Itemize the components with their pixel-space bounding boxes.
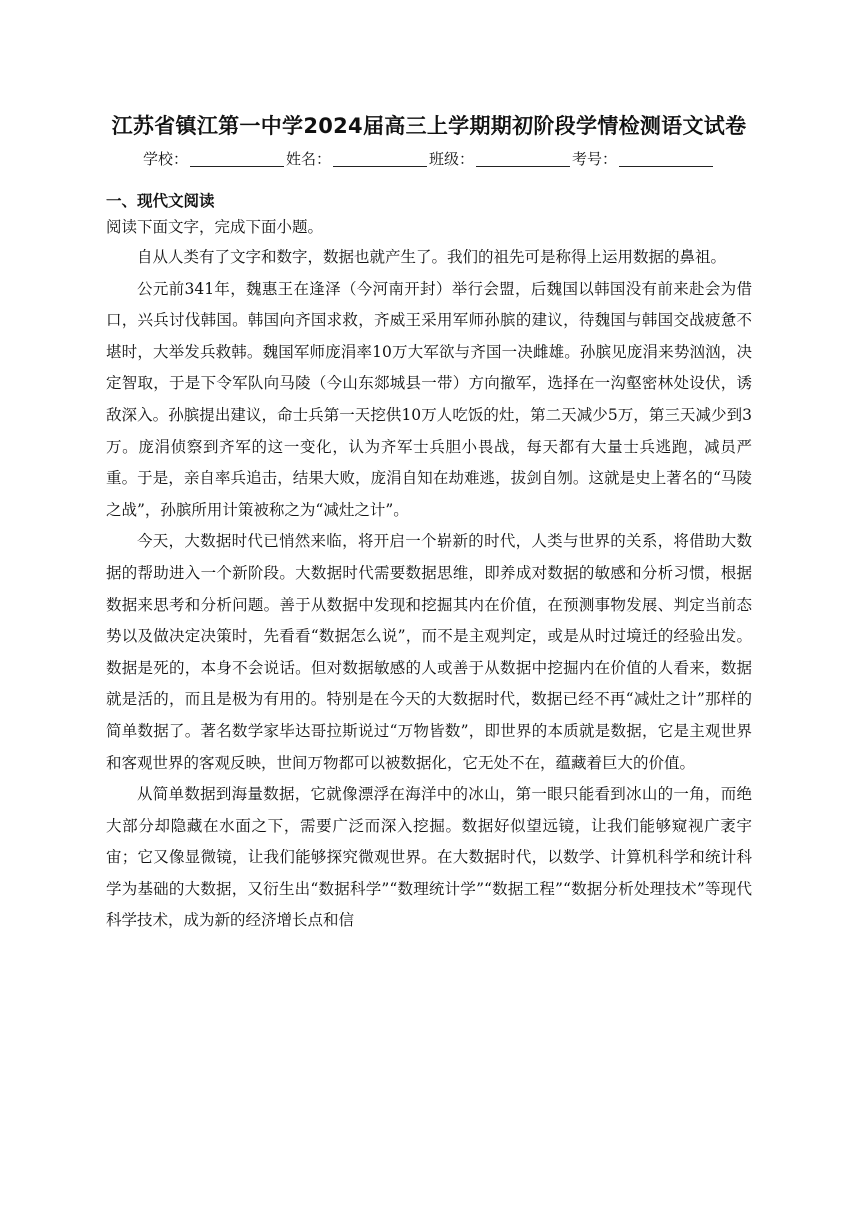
school-blank[interactable] — [190, 152, 284, 167]
paragraph: 从简单数据到海量数据，它就像漂浮在海洋中的冰山，第一眼只能看到冰山的一角，而绝大部分却隐藏在水面之下，需要广泛而深入挖掘。数据好似望远镜，让我们能够窥视广袤宇宙；它又像显微镜，让我们能够探究微观世界。在大数据时代，以数学、计算机科学和统计科学为基础的大数据，又衍生出“数据科学”“数理统计学”“数据工程”“数据分析处理技术”等现代科学技术，成为新的经济增长点和信 — [106, 785, 752, 930]
exam-number-label: 考号： — [572, 150, 618, 168]
school-field — [143, 148, 286, 169]
paragraph: 公元前341年，魏惠王在逢泽（今河南开封）举行会盟，后魏国以韩国没有前来赴会为借口，兴兵讨伐韩国。韩国向齐国求救，齐威王采用军师孙膑的建议，待魏国与韩国交战疲惫不堪时，大举发兵救韩。魏国军师庞涓率10万大军欲与齐国一决雌雄。孙膑见庞涓来势汹汹，决定智取，于是下令军队向马陵（今山东郯城县一带）方向撤军，选择在一沟壑密林处设伏，诱敌深入。孙膑提出建议，命士兵第一天挖供10万人吃饭的灶，第二天减少5万，第三天减少到3万。庞涓侦察到齐军的这一变化，认为齐军士兵胆小畏战，每天都有大量士兵逃跑，减员严重。于是，亲自率兵追击，结果大败，庞涓自知在劫难逃，拔剑自刎。这就是史上著名的“马陵之战”，孙膑所用计策被称之为“减灶之计”。 — [106, 279, 752, 519]
exam-number-field — [572, 148, 715, 169]
section-instruction: 阅读下面文字，完成下面小题。 — [106, 218, 324, 236]
school-label: 学校： — [142, 150, 188, 168]
class-label: 班级： — [429, 150, 475, 168]
name-field — [286, 148, 429, 169]
paragraph: 今天，大数据时代已悄然来临，将开启一个崭新的时代，人类与世界的关系，将借助大数据的帮助进入一个新阶段。大数据时代需要数据思维，即养成对数据的敏感和分析习惯，根据数据来思考和分析问题。善于从数据中发现和挖掘其内在价值，在预测事物发展、判定当前态势以及做决定决策时，先看看“数据怎么说”，而不是主观判定，或是从时过境迁的经验出发。数据是死的，本身不会说话。但对数据敏感的人或善于从数据中挖掘内在价值的人看来，数据就是活的，而且是极为有用的。特别是在今天的大数据时代，数据已经不再“减灶之计”那样的简单数据了。著名数学家毕达哥拉斯说过“万物皆数”，即世界的本质就是数据，它是主观世界和客观世界的客观反映，世间万物都可以被数据化，它无处不在，蕴藏着巨大的价值。 — [106, 532, 752, 772]
exam-title: 江苏省镇江第一中学2024届高三上学期期初阶段学情检测语文试卷 — [111, 114, 747, 138]
student-info-line — [106, 148, 752, 169]
name-blank[interactable] — [333, 152, 427, 167]
exam-number-blank[interactable] — [619, 152, 713, 167]
class-field — [429, 148, 572, 169]
class-blank[interactable] — [476, 152, 570, 167]
name-label: 姓名： — [285, 150, 331, 168]
section-title: 一、现代文阅读 — [106, 192, 215, 210]
exam-page — [106, 110, 752, 937]
paragraph: 自从人类有了文字和数字，数据也就产生了。我们的祖先可是称得上运用数据的鼻祖。 — [137, 248, 727, 266]
